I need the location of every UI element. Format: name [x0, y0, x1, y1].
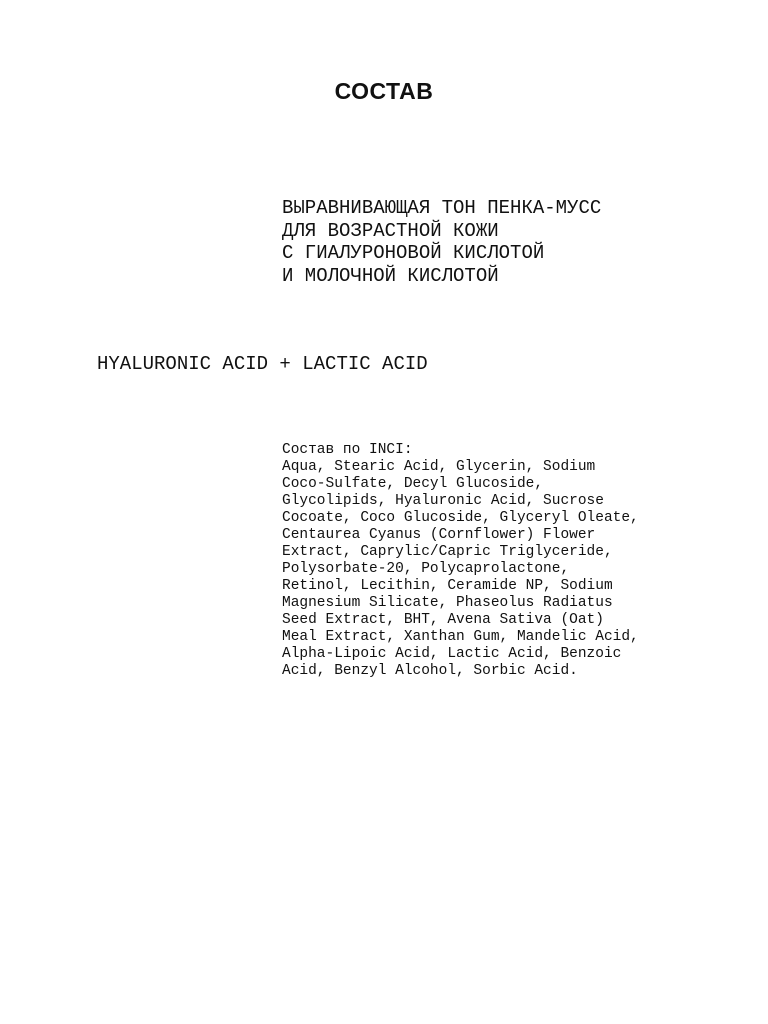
product-name-line: ДЛЯ ВОЗРАСТНОЙ КОЖИ	[282, 219, 499, 242]
inci-line: Centaurea Cyanus (Cornflower) Flower	[282, 527, 596, 543]
inci-line: Aqua, Stearic Acid, Glycerin, Sodium	[282, 459, 596, 475]
inci-line: Extract, Caprylic/Capric Triglyceride,	[282, 544, 613, 560]
inci-line: Magnesium Silicate, Phaseolus Radiatus	[282, 595, 613, 611]
product-name	[282, 197, 601, 287]
inci-ingredients	[282, 442, 639, 680]
inci-line: Glycolipids, Hyaluronic Acid, Sucrose	[282, 493, 604, 509]
product-name-line: С ГИАЛУРОНОВОЙ КИСЛОТОЙ	[282, 242, 545, 264]
product-name-line: И МОЛОЧНОЙ КИСЛОТОЙ	[282, 264, 499, 287]
inci-title: Состав по INCI:	[282, 442, 413, 458]
inci-line: Coco-Sulfate, Decyl Glucoside,	[282, 476, 544, 492]
inci-line: Seed Extract, BHT, Avena Sativa (Oat)	[282, 612, 604, 628]
inci-line: Meal Extract, Xanthan Gum, Mandelic Acid,	[282, 629, 639, 645]
inci-line: Polysorbate-20, Polycaprolactone,	[282, 561, 570, 577]
active-ingredients: HYALURONIC ACID + LACTIC ACID	[97, 353, 428, 375]
inci-line: Alpha-Lipoic Acid, Lactic Acid, Benzoic	[282, 646, 622, 662]
product-name-line: ВЫРАВНИВАЮЩАЯ ТОН ПЕНКА-МУСС	[282, 197, 602, 219]
inci-line: Cocoate, Coco Glucoside, Glyceryl Oleate,	[282, 510, 639, 526]
page-title: СОСТАВ	[334, 78, 434, 104]
inci-line: Retinol, Lecithin, Ceramide NP, Sodium	[282, 578, 613, 594]
inci-line: Acid, Benzyl Alcohol, Sorbic Acid.	[282, 663, 578, 679]
